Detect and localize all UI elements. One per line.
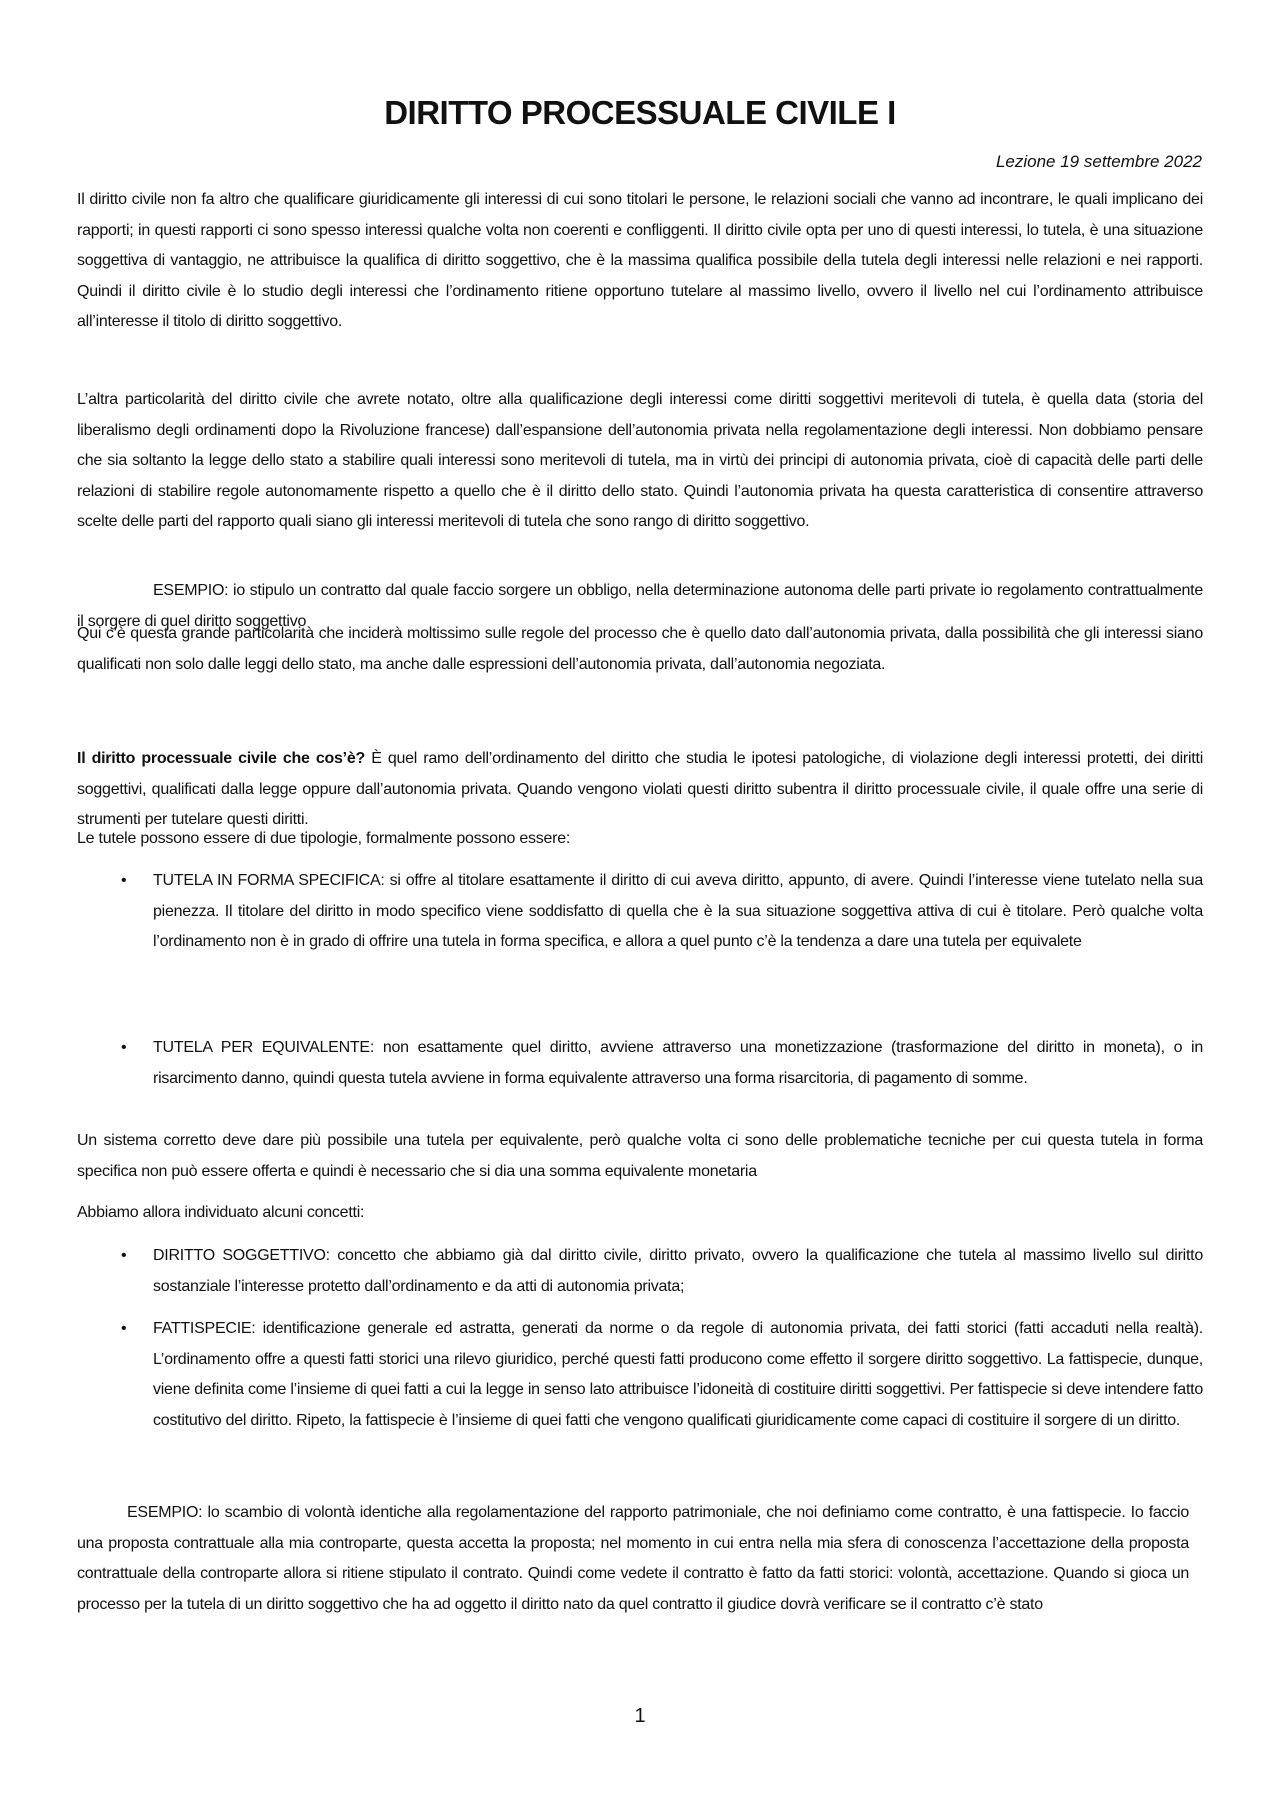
lesson-date: Lezione 19 settembre 2022: [995, 152, 1202, 171]
bullet-icon: •: [121, 1039, 127, 1056]
bullet-icon: •: [121, 1247, 127, 1264]
paragraph-esempio-2: ESEMPIO: lo scambio di volontà identiche alla regolamentazione del rapporto patrimoniale, che noi definiamo come contratto, è una fattispecie. Io faccio una proposta contrattuale alla mia controparte, questa accetta la proposta; nel momento in cui entra nella mia sfera di conoscenza l’accettazione della proposta contrattuale della controparte allora si ritiene stipulato il contrato. Quindi come vedete il contratto è fatto da fatti storici: volontà, accettazione. Quando si gioca un processo per la tutela di un diritto soggettivo che ha ad oggetto il diritto nato da quel contratto il giudice dovrà verificare se il contratto c’è stato: [77, 1504, 1189, 1613]
definition-question: Il diritto processuale civile che cos’è?: [77, 750, 366, 767]
paragraph-sistema: Un sistema corretto deve dare più possibile una tutela per equivalente, però qualche volta ci sono delle problematiche tecniche per cui questa tutela in forma specifica non può essere offerta e quindi è necessario che si dia una somma equivalente monetaria: [77, 1132, 1203, 1180]
list-item-tutela-equivalente: TUTELA PER EQUIVALENTE: non esattamente quel diritto, avviene attraverso una monetizzazione (trasformazione del diritto in moneta), o in risarcimento danno, quindi questa tutela avviene in forma equivalente attraverso una forma risarcitoria, di pagamento di somme.: [153, 1039, 1203, 1087]
paragraph-particolarita: Qui c’è questa grande particolarità che inciderà moltissimo sulle regole del processo che è quello dato dall’autonomia privata, dalla possibilità che gli interessi siano qualificati non solo dalle leggi dello stato, ma anche dalle espressioni dell’autonomia privata, dall’autonomia negoziata.: [77, 625, 1203, 673]
paragraph-intro: Il diritto civile non fa altro che qualificare giuridicamente gli interessi di cui sono titolari le persone, le relazioni sociali che vanno ad incontrare, le quali implicano dei rapporti; in questi rapporti ci sono spesso interessi qualche volta non coerenti e confliggenti. Il diritto civile opta per uno di questi interessi, lo tutela, è una situazione soggettiva di vantaggio, ne attribuisce la qualifica di diritto soggettivo, che è la massima qualifica possibile della tutela degli interessi nelle relazioni e nei rapporti. Quindi il diritto civile è lo studio degli interessi che l’ordinamento ritiene opportuno tutelare al massimo livello, ovvero il livello nel cui l’ordinamento attribuisce all’interesse il titolo di diritto soggettivo.: [77, 191, 1203, 330]
document-title: DIRITTO PROCESSUALE CIVILE I: [384, 94, 896, 131]
paragraph-concetti-intro: Abbiamo allora individuato alcuni concetti:: [77, 1204, 365, 1221]
bullet-icon: •: [121, 872, 127, 889]
page-number: 1: [634, 1705, 646, 1727]
list-item-diritto-soggettivo: DIRITTO SOGGETTIVO: concetto che abbiamo già dal diritto civile, diritto privato, ovvero la qualificazione che tutela al massimo livello sul diritto sostanziale l’interesse protetto dall’ordinamento e da atti di autonomia privata;: [153, 1247, 1203, 1295]
definition-text: È quel ramo dell’ordinamento del diritto che studia le ipotesi patologiche, di violazione degli interessi protetti, dei diritti soggettivi, qualificati dalla legge oppure dall’autonomia privata. Quando vengono violati questi diritto subentra il diritto processuale civile, il quale offre una serie di strumenti per tutelare questi diritti.: [77, 750, 1203, 828]
list-item-fattispecie: FATTISPECIE: identificazione generale ed astratta, generati da norme o da regole di autonomia privata, dei fatti storici (fatti accaduti nella realtà). L’ordinamento offre a questi fatti storici una rilevo giuridico, perché questi fatti producono come effetto il sorgere diritto soggettivo. La fattispecie, dunque, viene definita come l’insieme di quei fatti a cui la legge in senso lato attribuisce l’idoneità di costituire diritti soggettivi. Per fattispecie si deve intendere fatto costitutivo del diritto. Ripeto, la fattispecie è l’insieme di quei fatti che vengono qualificati giuridicamente come capaci di costituire il sorgere di un diritto.: [153, 1320, 1203, 1429]
paragraph-tutele-intro: Le tutele possono essere di due tipologie, formalmente possono essere:: [77, 830, 571, 847]
paragraph-autonomia: L’altra particolarità del diritto civile che avrete notato, oltre alla qualificazione degli interessi come diritti soggettivi meritevoli di tutela, è quella data (storia del liberalismo degli ordinamenti dopo la Rivoluzione francese) dall’espansione dell’autonomia privata nella regolamentazione degli interessi. Non dobbiamo pensare che sia soltanto la legge dello stato a stabilire quali interessi sono meritevoli di tutela, ma in virtù dei principi di autonomia privata, cioè di capacità delle parti delle relazioni di stabilire regole autonomamente rispetto a quello che è il diritto dello stato. Quindi l’autonomia privata ha questa caratteristica di consentire attraverso scelte delle parti del rapporto quali siano gli interessi meritevoli di tutela che sono rango di diritto soggettivo.: [77, 391, 1203, 530]
bullet-icon: •: [121, 1320, 127, 1337]
paragraph-definizione: [77, 744, 1203, 836]
paragraph-esempio-1: ESEMPIO: io stipulo un contratto dal quale faccio sorgere un obbligo, nella determinazione autonoma delle parti private io regolamento contrattualmente il sorgere di quel diritto soggettivo: [77, 582, 1203, 630]
list-item-tutela-specifica: TUTELA IN FORMA SPECIFICA: si offre al titolare esattamente il diritto di cui aveva diritto, appunto, di avere. Quindi l’interesse viene tutelato nella sua pienezza. Il titolare del diritto in modo specifico viene soddisfatto di quella che è la sua situazione soggettiva attiva di cui è titolare. Però qualche volta l’ordinamento non è in grado di offrire una tutela in forma specifica, e allora a quel punto c’è la tendenza a dare una tutela per equivalete: [153, 872, 1203, 950]
